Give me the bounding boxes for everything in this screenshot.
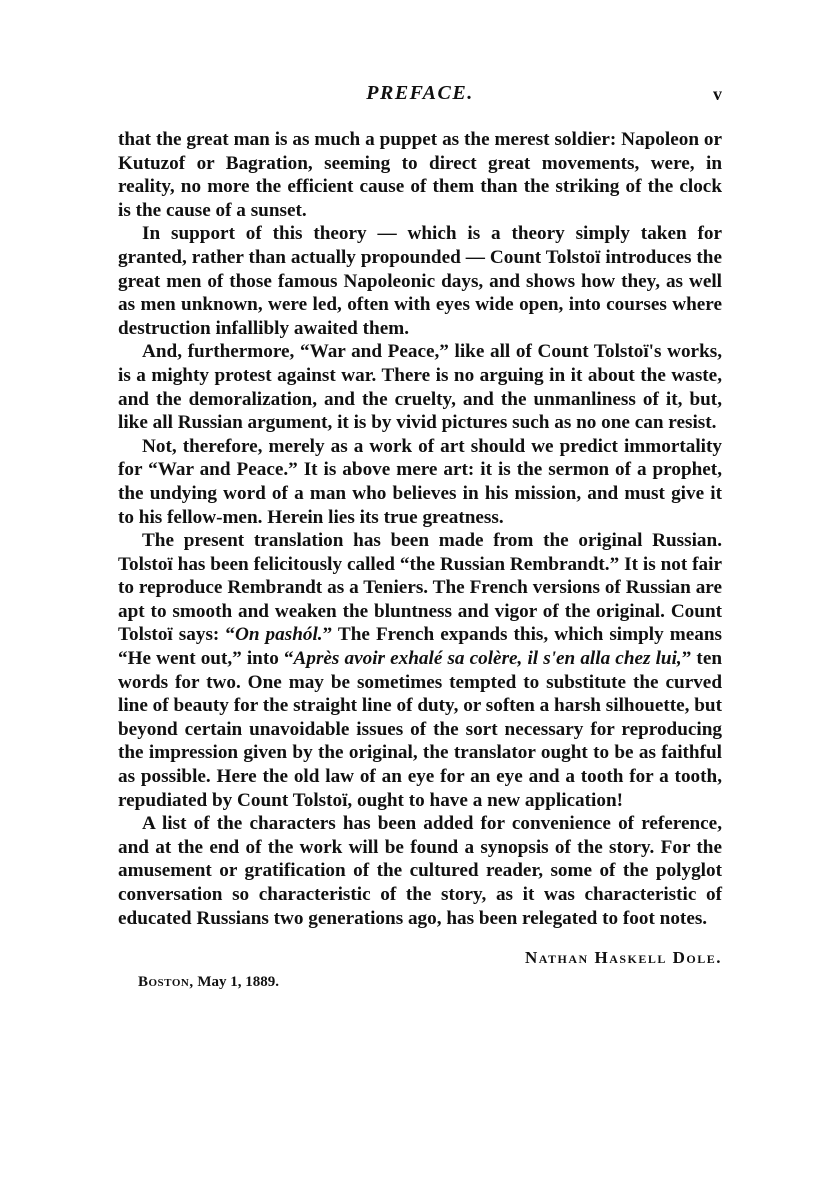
signature: Nathan Haskell Dole. <box>525 948 722 968</box>
russian-phrase: On pashól. <box>234 624 323 646</box>
body-text <box>118 128 722 930</box>
dateline-date: May 1, 1889. <box>197 974 279 991</box>
paragraph-5-part-c: ” ten words for two. One may be sometimes tempted to substitute the curved line of beauty for the straight line of duty, or soften a harsh silhouette, but beyond certain unavoidable issues of the sort necessary for reproducing the impression given by the original, the translator ought to be as faithful as possible. Here the old law of an eye for an eye and a tooth for a tooth, repudiated by Count Tolstoï, ought to have a new application! <box>118 648 723 811</box>
dateline-place: Boston, <box>138 974 194 991</box>
paragraph-2: In support of this theory — which is a theory simply taken for granted, rather than actually propounded — Count Tolstoï introduces the great men of those famous Napoleonic days, and shows how they, as well as men unknown, were led, often with eyes wide open, into courses where destruction infallibly awaited them. <box>118 223 722 339</box>
paragraph-1: that the great man is as much a puppet as the merest soldier: Napoleon or Kutuzof or Bagration, seeming to direct great movements, were, in reality, no more the efficient cause of them than the striking of the clock is the cause of a sunset. <box>118 129 722 221</box>
dateline <box>138 974 722 991</box>
paragraph-5-part-a: The present translation has been made from the original Russian. Tolstoï has been felicitously called “the Russian Rembrandt.” It is not fair to reproduce Rembrandt as a Teniers. The French versions of Russian are apt to smooth and weaken the bluntness and vigor of the original. Count Tolstoï says: “ <box>118 530 722 646</box>
page-number: v <box>713 84 722 104</box>
paragraph-3: And, furthermore, “War and Peace,” like all of Count Tolstoï's works, is a mighty protest against war. There is no arguing in it about the waste, and the demoralization, and the cruelty, and the unmanliness of it, but, like all Russian argument, it is by vivid pictures such as no one can resist. <box>118 341 722 434</box>
french-phrase: Après avoir exhalé sa colère, il s'en alla chez lui, <box>293 648 682 670</box>
paragraph-5 <box>118 529 722 812</box>
paragraph-6: A list of the characters has been added for convenience of reference, and at the end of the work will be found a synopsis of the story. For the amusement or gratification of the cultured reader, some of the polyglot conversation so characteristic of the story, as it was characteristic of educated Russians two generations ago, has been relegated to foot notes. <box>118 813 722 929</box>
paragraph-5-part-b: ” The French expands this, which simply means “He went out,” into “ <box>118 624 722 670</box>
running-head <box>118 80 722 110</box>
page <box>118 80 722 991</box>
running-title: PREFACE. <box>366 82 474 104</box>
paragraph-4: Not, therefore, merely as a work of art should we predict immortality for “War and Peace.” It is above mere art: it is the sermon of a prophet, the undying word of a man who believes in his mission, and must give it to his fellow-men. Herein lies its true greatness. <box>118 435 722 528</box>
